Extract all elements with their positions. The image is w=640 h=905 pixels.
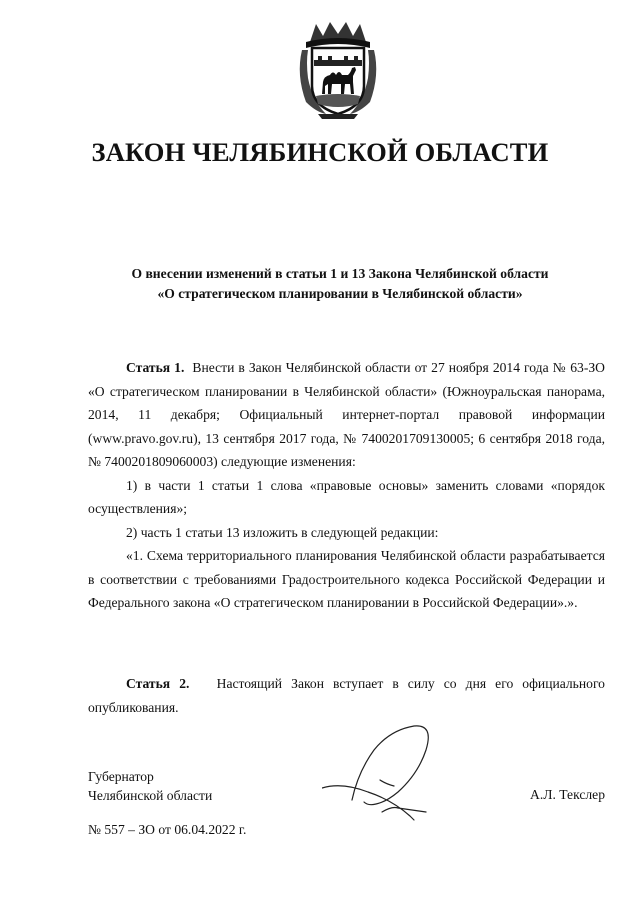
- law-subject: [60, 264, 620, 304]
- article-1-label: Статья 1.: [126, 360, 185, 375]
- article-2-label: Статья 2.: [126, 676, 190, 691]
- article-2-text: Настоящий Закон вступает в силу со дня его официального опубликования.: [88, 676, 605, 715]
- subject-line-1: О внесении изменений в статьи 1 и 13 Закона Челябинской области: [131, 266, 549, 281]
- subject-line-2: «О стратегическом планировании в Челябинской области»: [157, 286, 523, 301]
- article-2: [88, 672, 605, 719]
- signer-position-line-2: Челябинской области: [88, 788, 213, 803]
- signer-position: [88, 767, 212, 805]
- signer-position-line-1: Губернатор: [88, 769, 154, 784]
- handwritten-signature: [322, 722, 447, 822]
- article-1-item-1: 1) в части 1 статьи 1 слова «правовые основы» заменить словами «порядок осуществления»;: [88, 477, 605, 516]
- law-number-and-date: № 557 – ЗО от 06.04.2022 г.: [88, 822, 247, 837]
- article-1-intro: [88, 356, 605, 474]
- article-2-paragraph: [88, 672, 605, 719]
- article-1: [88, 356, 605, 615]
- article-1-intro-text: Внести в Закон Челябинской области от 27 ноября 2014 года № 63-ЗО «О стратегическом планировании в Челябинской области» (Южноуральская панорама, 2014, 11 декабря; Официальный интернет-портал правовой информации (www.pravo.gov.ru), 13 сентября 2017 года, № 7400201709130005; 6 сентября 2018 года, № 7400201809060003) следующие изменения:: [88, 360, 606, 469]
- article-1-quote: «1. Схема территориального планирования Челябинской области разрабатывается в соответствии с требованиями Градостроительного кодекса Российской Федерации и Федерального закона «О стратегическом планировании в Российской Федерации».».: [88, 548, 605, 610]
- signer-name: А.Л. Текслер: [530, 787, 605, 802]
- law-title: ЗАКОН ЧЕЛЯБИНСКОЙ ОБЛАСТИ: [91, 137, 549, 167]
- article-1-item-2: 2) часть 1 статьи 13 изложить в следующей редакции:: [126, 524, 439, 540]
- coat-of-arms-emblem: [296, 20, 380, 120]
